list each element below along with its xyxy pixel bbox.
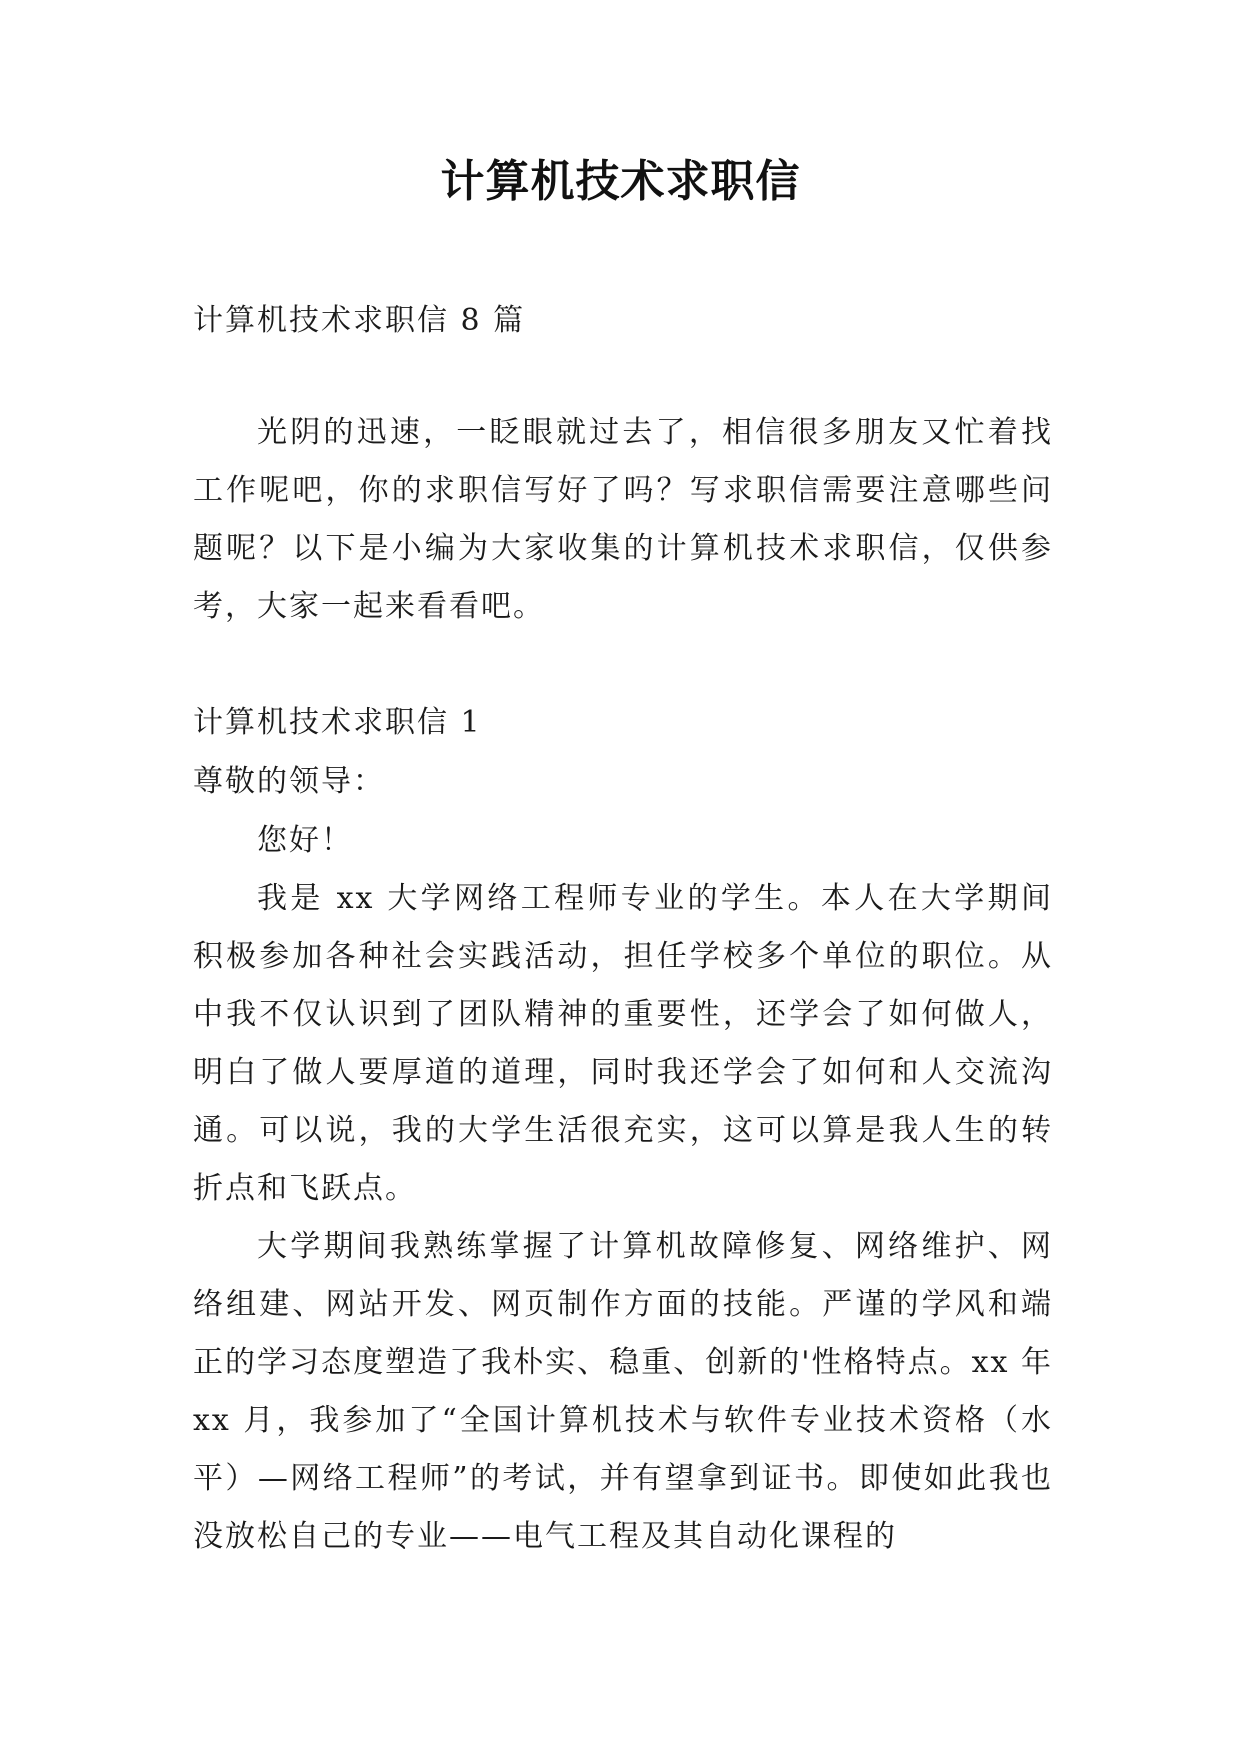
intro-paragraph: [193, 404, 1053, 636]
paragraph-1-text: 我是 xx 大学网络工程师专业的学生。本人在大学期间积极参加各种社会实践活动，担任学校多个单位的职位。从中我不仅认识到了团队精神的重要性，还学会了如何做人，明白了做人要厚道的道理，同时我还学会了如何和人交流沟通。可以说，我的大学生活很充实，这可以算是我人生的转折点和飞跃点。: [193, 881, 1053, 1206]
salutation-text: 尊敬的领导：: [193, 764, 385, 799]
document-subtitle: [193, 292, 1053, 350]
greeting-text: 您好！: [257, 823, 353, 858]
section-title-text: 计算机技术求职信 1: [193, 705, 482, 740]
letter-paragraph-1: [193, 870, 1053, 1218]
letter-paragraph-2: [193, 1218, 1053, 1566]
paragraph-2-text: 大学期间我熟练掌握了计算机故障修复、网络维护、网络组建、网站开发、网页制作方面的技能。严谨的学风和端正的学习态度塑造了我朴实、稳重、创新的'性格特点。xx 年 xx 月，我参加了“全国计算机技术与软件专业技术资格（水平）—网络工程师”的考试，并有望拿到证书。即使如此我也没放松自己的专业——电气工程及其自动化课程的: [193, 1229, 1053, 1554]
section-heading: [193, 694, 1053, 752]
letter-salutation: [193, 753, 1053, 811]
document-title: 计算机技术求职信: [440, 156, 801, 207]
letter-greeting: [193, 812, 1053, 870]
intro-text: 光阴的迅速，一眨眼就过去了，相信很多朋友又忙着找工作呢吧，你的求职信写好了吗？写求职信需要注意哪些问题呢？以下是小编为大家收集的计算机技术求职信，仅供参考，大家一起来看看吧。: [193, 415, 1053, 624]
subtitle-text: 计算机技术求职信 8 篇: [193, 303, 526, 338]
